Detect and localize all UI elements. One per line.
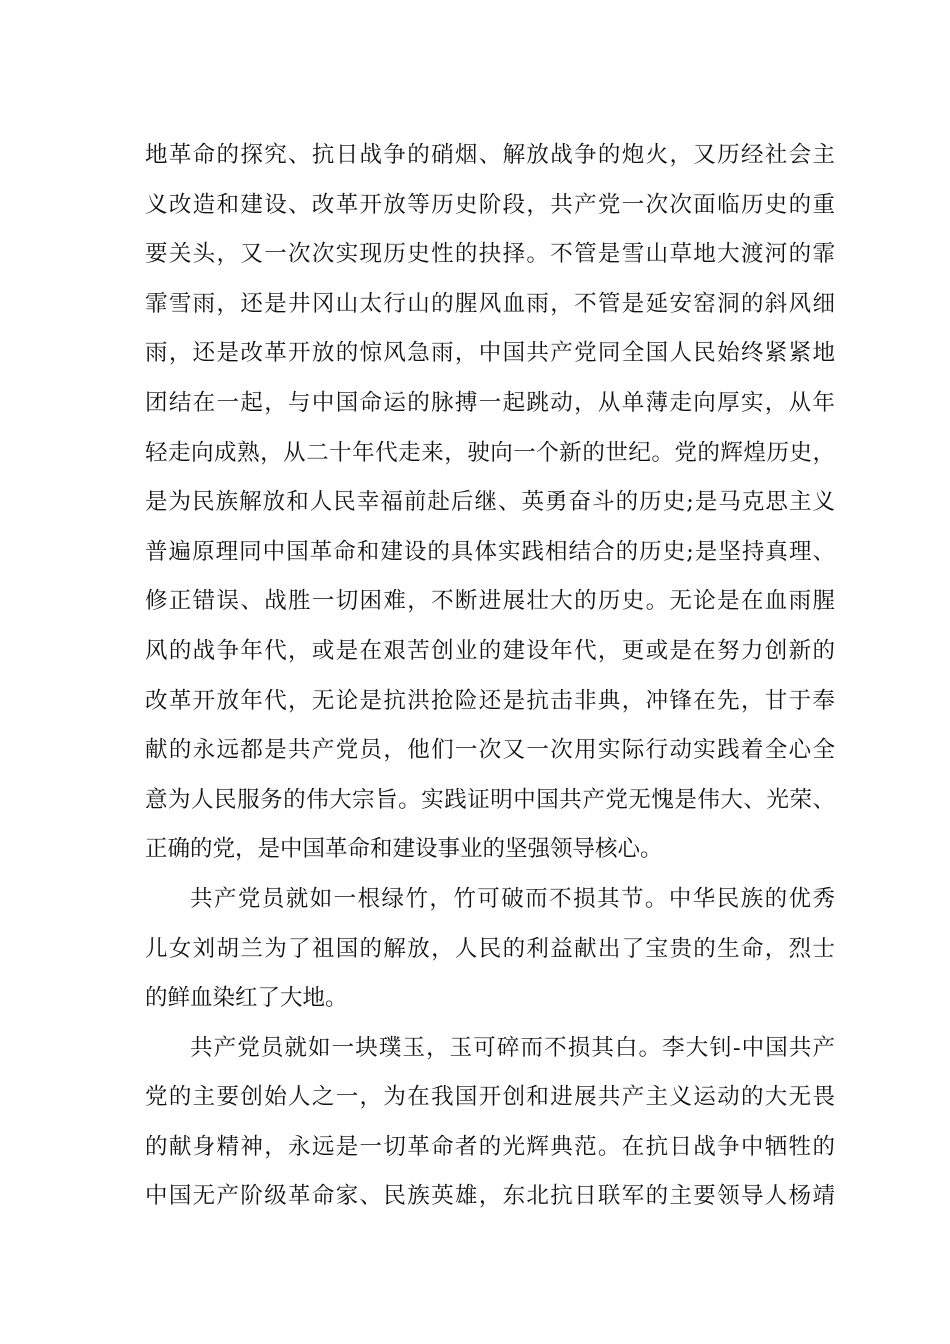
text-line: 的献身精神，永远是一切革命者的光辉典范。在抗日战争中牺牲的 [145,1133,835,1160]
text-line: 修正错误、战胜一切困难，不断进展壮大的历史。无论是在血雨腥 [145,588,835,615]
text-line: 的鲜血染红了大地。 [145,985,348,1012]
text-line: 儿女刘胡兰为了祖国的解放，人民的利益献出了宝贵的生命，烈士 [145,935,835,962]
text-line: 要关头，又一次次实现历史性的抉择。不管是雪山草地大渡河的霏 [145,241,835,268]
text-line: 共产党员就如一块璞玉，玉可碎而不损其白。李大钊-中国共产 [190,1034,835,1061]
text-line: 是为民族解放和人民幸福前赴后继、英勇奋斗的历史;是马克思主义 [145,489,835,516]
text-line: 意为人民服务的伟大宗旨。实践证明中国共产党无愧是伟大、光荣、 [145,786,835,813]
text-line: 普遍原理同中国革命和建设的具体实践相结合的历史;是坚持真理、 [145,538,835,565]
text-line: 正确的党，是中国革命和建设事业的坚强领导核心。 [145,836,663,863]
text-line: 团结在一起，与中国命运的脉搏一起跳动，从单薄走向厚实，从年 [145,389,835,416]
text-line: 风的战争年代，或是在艰苦创业的建设年代，更或是在努力创新的 [145,637,835,664]
text-line: 义改造和建设、改革开放等历史阶段，共产党一次次面临历史的重 [145,191,835,218]
paragraph-3 [145,1024,835,1222]
text-line: 雨，还是改革开放的惊风急雨，中国共产党同全国人民始终紧紧地 [145,340,835,367]
text-line: 轻走向成熟，从二十年代走来，驶向一个新的世纪。党的辉煌历史， [145,439,835,466]
paragraph-2 [145,875,835,1024]
text-line: 中国无产阶级革命家、民族英雄，东北抗日联军的主要领导人杨靖 [145,1183,835,1210]
text-line: 献的永远都是共产党员，他们一次又一次用实际行动实践着全心全 [145,737,835,764]
body-text [145,131,835,1222]
text-line: 霏雪雨，还是井冈山太行山的腥风血雨，不管是延安窑洞的斜风细 [145,290,835,317]
text-line: 地革命的探究、抗日战争的硝烟、解放战争的炮火，又历经社会主 [145,142,835,168]
text-line: 改革开放年代，无论是抗洪抢险还是抗击非典，冲锋在先，甘于奉 [145,687,835,714]
text-line: 党的主要创始人之一，为在我国开创和进展共产主义运动的大无畏 [145,1084,835,1111]
paragraph-1 [145,131,835,875]
text-line: 共产党员就如一根绿竹，竹可破而不损其节。中华民族的优秀 [190,885,835,912]
